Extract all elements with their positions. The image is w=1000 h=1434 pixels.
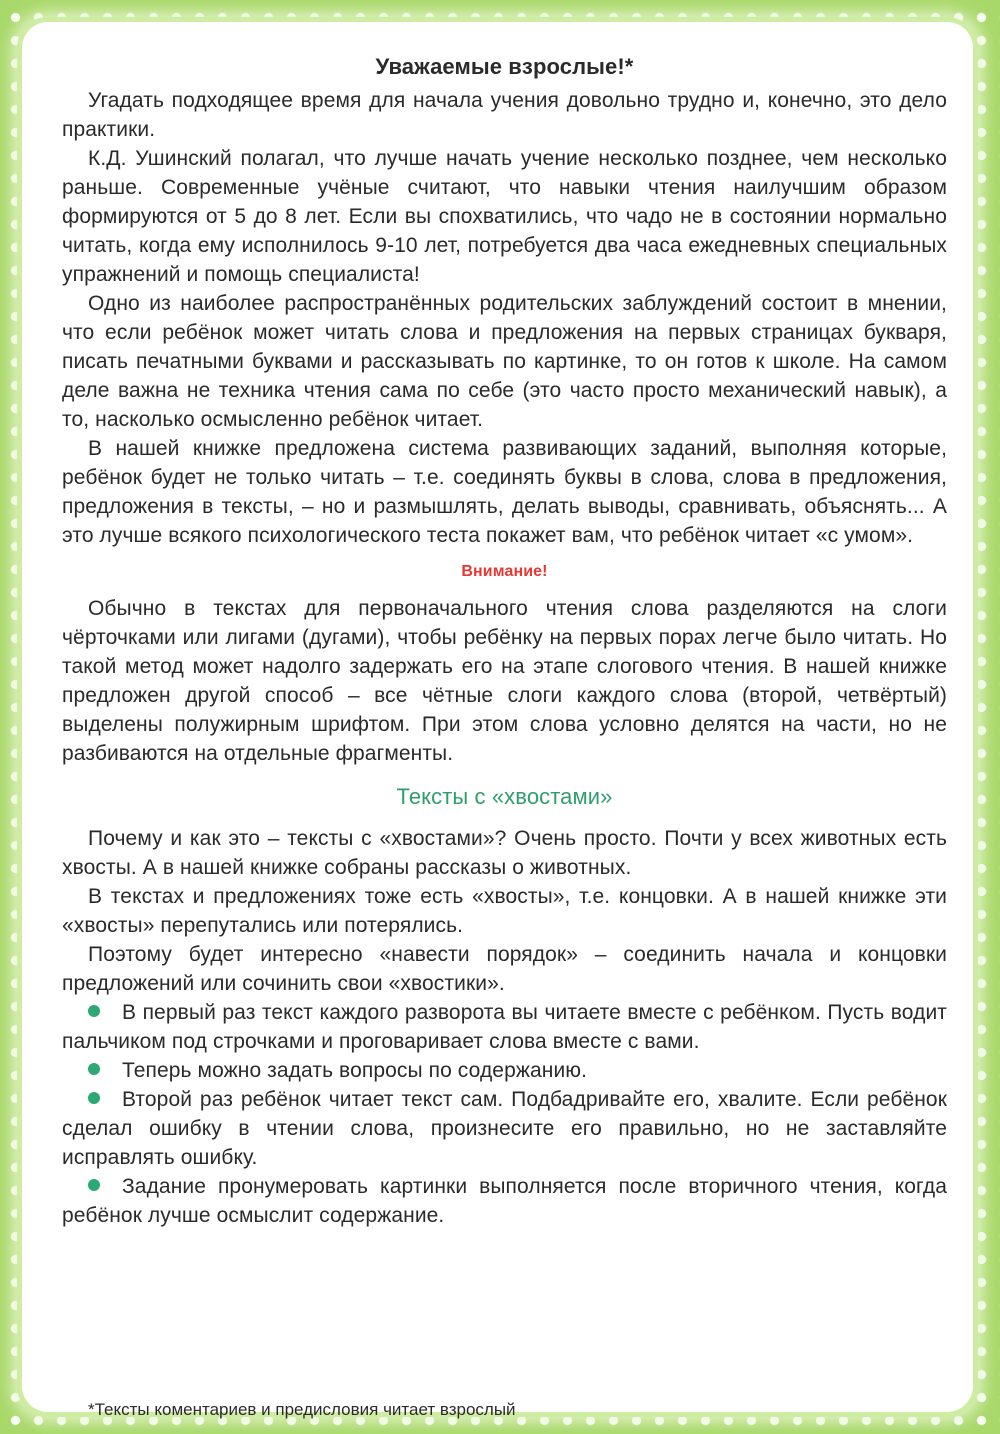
bullet-text-2: Теперь можно задать вопросы по содержанию. — [122, 1059, 588, 1082]
intro-paragraph-4: В нашей книжке предложена система развивающих заданий, выполняя которые, ребёнок будет не только читать – т.е. соединять буквы в слова, слова в предложения, предложения в тексты, – но и размышлять, делать выводы, сравнивать, объяснять... А это лучше всякого психологического теста покажет вам, что ребёнок читает «с умом». — [62, 437, 947, 547]
section-paragraph-2: В текстах и предложениях тоже есть «хвосты», т.е. концовки. А в нашей книжке эти «хвосты» перепутались или потерялись. — [62, 885, 947, 937]
bullet-item-1 — [62, 998, 947, 1056]
section-paragraph-1: Почему и как это – тексты с «хвостами»? Очень просто. Почти у всех животных есть хвосты. А в нашей книжке собраны рассказы о животных. — [62, 827, 947, 879]
attention-heading: Внимание! — [461, 563, 548, 580]
intro-paragraph-1: Угадать подходящее время для начала учения довольно трудно и, конечно, это дело практики. — [62, 89, 947, 141]
green-dot-icon — [88, 1005, 100, 1017]
footnote: *Тексты коментариев и предисловия читает взрослый — [88, 1400, 516, 1419]
intro-paragraph-2: К.Д. Ушинский полагал, что лучше начать учение несколько позднее, чем несколько раньше. Современные учёные считают, что навыки чтения наилучшим образом формируются от 5 до 8 лет. Если вы спохватились, что чадо не в состоянии нормально читать, когда ему исполнилось 9-10 лет, потребуется два часа ежедневных специальных упражнений и помощь специалиста! — [62, 147, 947, 286]
intro-paragraph-3: Одно из наиболее распространённых родительских заблуждений состоит в мнении, что если ребёнок может читать слова и предложения на первых страницах букваря, писать печатными буквами и рассказывать по картинке, то он готов к школе. На самом деле важна не техника чтения сама по себе (это часто просто механический навык), а то, насколько осмысленно ребёнок читает. — [62, 292, 947, 431]
bullet-text-3: Второй раз ребёнок читает текст сам. Подбадривайте его, хвалите. Если ребёнок сделал ошибку в чтении слова, произнесите его правильно, но не заставляйте исправлять ошибку. — [62, 1088, 947, 1169]
green-dot-icon — [88, 1063, 100, 1075]
bullet-text-4: Задание пронумеровать картинки выполняется после вторичного чтения, когда ребёнок лучше осмыслит содержание. — [62, 1175, 947, 1227]
bullet-item-4 — [62, 1172, 947, 1230]
bullet-text-1: В первый раз текст каждого разворота вы читаете вместе с ребёнком. Пусть водит пальчиком под строчками и проговаривает слова вместе с вами. — [62, 1001, 947, 1053]
page-content — [62, 52, 947, 1230]
section-heading: Тексты с «хвостами» — [396, 784, 613, 809]
bullet-item-2 — [62, 1056, 947, 1085]
green-dot-icon — [88, 1092, 100, 1104]
bullet-item-3 — [62, 1085, 947, 1172]
attention-paragraph: Обычно в текстах для первоначального чтения слова разделяются на слоги чёрточками или лигами (дугами), чтобы ребёнку на первых порах легче было читать. Но такой метод может надолго задержать его на этапе слогового чтения. В нашей книжке предложен другой способ – все чётные слоги каждого слова (второй, четвёртый) выделены полужирным шрифтом. При этом слова условно делятся на части, но не разбиваются на отдельные фрагменты. — [62, 597, 947, 765]
section-paragraph-3: Поэтому будет интересно «навести порядок» – соединить начала и концовки предложений или сочинить свои «хвостики». — [62, 943, 947, 995]
page-title: Уважаемые взрослые!* — [375, 54, 634, 79]
green-dot-icon — [88, 1179, 100, 1191]
